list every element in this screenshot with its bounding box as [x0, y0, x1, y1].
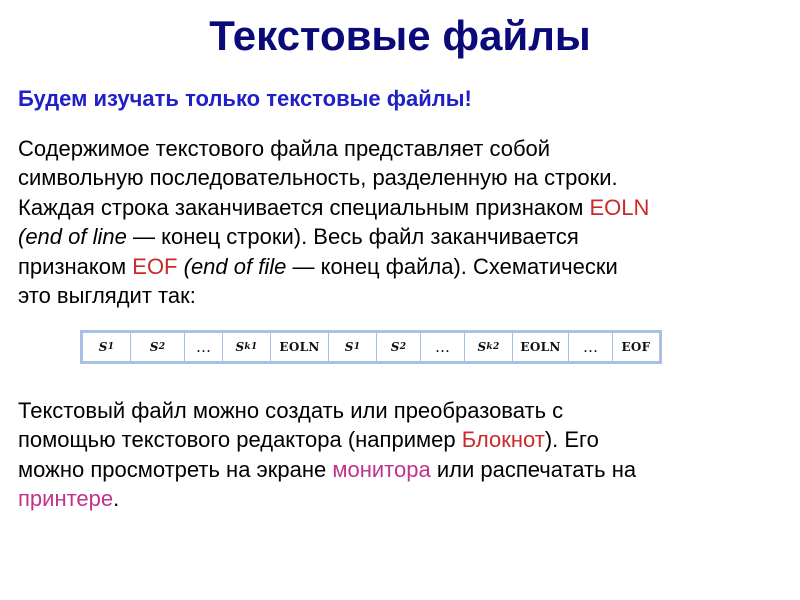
para1-line4-text: — конец строки). Весь файл заканчивается: [126, 224, 579, 250]
para1-line5-text-b: — конец файла). Схематически: [286, 253, 618, 279]
para1-line6: это выглядит так:: [18, 283, 196, 309]
tape-cell-symbol: S: [477, 340, 487, 354]
para2-line2-text-b: ). Его: [544, 427, 599, 453]
para1-line2: символьную последовательность, разделенную на строки.: [18, 165, 618, 191]
para1-line3-text: Каждая строка заканчивается специальным признаком: [18, 194, 590, 220]
tape-cell-symbol: S: [390, 340, 400, 354]
tape-cell: [185, 333, 223, 361]
tape-cell: [421, 333, 465, 361]
tape-cell-symbol: S: [98, 340, 108, 354]
eof-expansion: (end of file: [177, 253, 287, 279]
printer-link[interactable]: принтере: [18, 486, 114, 512]
tape-cell-index: k2: [486, 342, 500, 352]
para2-line3-text-b: или распечатать на: [430, 456, 637, 482]
tape-cell-symbol: …: [435, 338, 450, 356]
para2-line2: [18, 425, 788, 454]
tape-cell: [513, 333, 569, 361]
paragraph-description: [18, 134, 788, 310]
tape-cell: [223, 333, 271, 361]
eoln-term: EOLN: [589, 194, 650, 220]
para2-line3: [18, 455, 788, 484]
tape-cell: [271, 333, 329, 361]
tape-cell-index: 2: [158, 342, 166, 352]
paragraph-editors: [18, 396, 788, 514]
tape-cell-symbol: EOF: [621, 340, 651, 354]
para1-line4: [18, 222, 788, 251]
para1-line1: Содержимое текстового файла представляет собой: [18, 136, 551, 161]
para2-line3-text-a: можно просмотреть на экране: [18, 456, 333, 482]
tape-cell-symbol: …: [196, 338, 211, 356]
slide-title: Текстовые файлы: [209, 12, 591, 59]
tape-cell: [329, 333, 377, 361]
tape-cell: [465, 333, 513, 361]
tape-cell-index: 1: [353, 342, 361, 352]
tape-cell-index: k1: [244, 342, 258, 352]
slide-subtitle: Будем изучать только текстовые файлы!: [18, 86, 472, 111]
tape-cell: [83, 333, 131, 361]
tape-cell-index: 2: [399, 342, 407, 352]
tape-cell: [131, 333, 185, 361]
tape-cell: [377, 333, 421, 361]
tape-cell-symbol: S: [149, 340, 159, 354]
para1-line5: [18, 252, 788, 281]
tape-cell-symbol: EOLN: [520, 340, 561, 354]
tape-cell: [569, 333, 613, 361]
tape-cell-symbol: …: [583, 338, 598, 356]
tape-cell-symbol: EOLN: [279, 340, 320, 354]
tape-cell: [613, 333, 659, 361]
eof-term: EOF: [132, 253, 178, 279]
eoln-expansion: (end of line: [18, 224, 127, 250]
para2-line4: [18, 484, 788, 513]
tape-cell-index: 1: [107, 342, 115, 352]
para1-line3: [18, 193, 788, 222]
tape-cell-symbol: S: [344, 340, 354, 354]
para2-line1: Текстовый файл можно создать или преобразовать с: [18, 398, 564, 423]
para2-line2-text-a: помощью текстового редактора (например: [18, 427, 462, 453]
monitor-link[interactable]: монитора: [332, 456, 431, 482]
para1-line5-text-a: признаком: [18, 253, 133, 279]
notepad-link[interactable]: Блокнот: [461, 427, 545, 453]
file-structure-tape: [80, 330, 662, 364]
para2-line4-text-b: .: [113, 486, 120, 512]
tape-cell-symbol: S: [235, 340, 245, 354]
